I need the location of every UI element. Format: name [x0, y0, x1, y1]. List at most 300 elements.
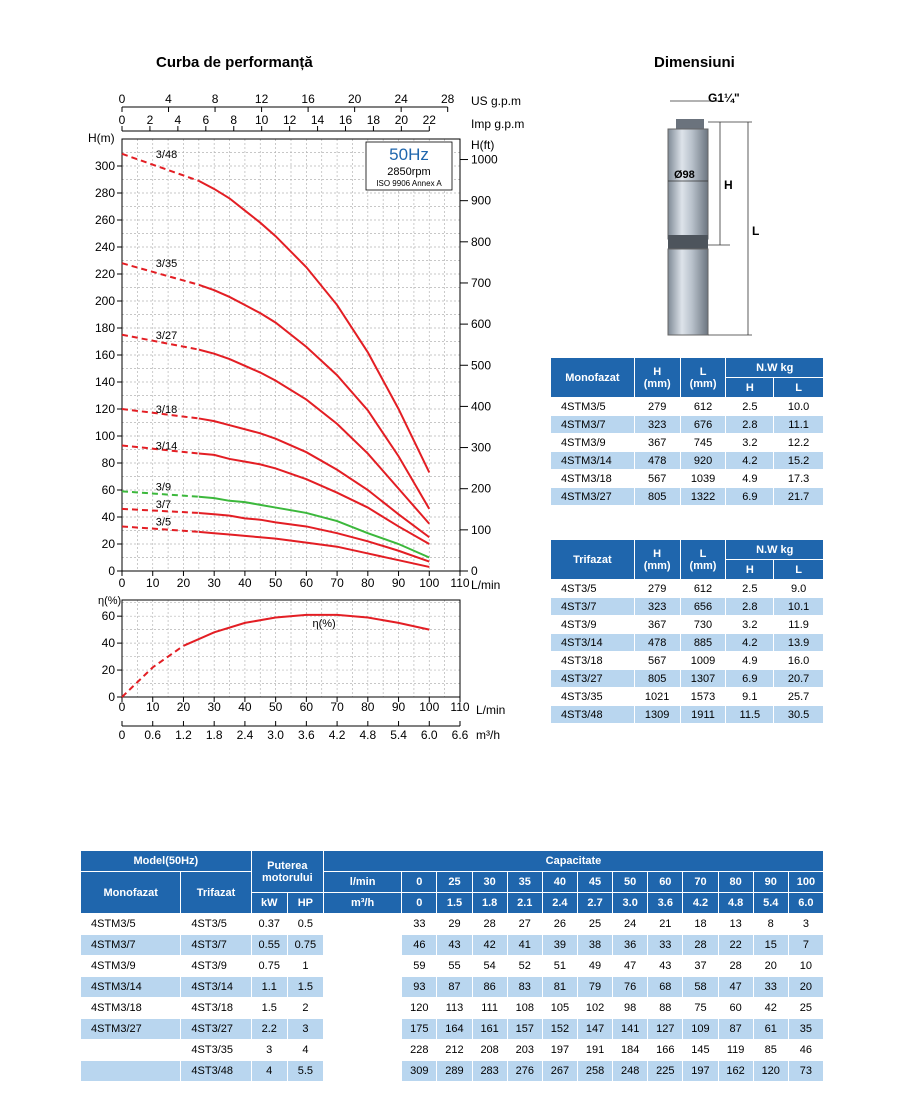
mono-cell-h: 279 [634, 398, 680, 416]
us-gpm-tick-label: 4 [165, 92, 172, 106]
imp-gpm-axis-label: Imp g.p.m [471, 117, 525, 131]
perf-cell-tri-model: 4ST3/35 [181, 1040, 251, 1061]
imp-gpm-tick-label: 22 [422, 113, 436, 127]
tri-column-header: Trifazat [181, 872, 251, 914]
perf-cell-head: 228 [402, 1040, 437, 1061]
perf-cell-head: 42 [753, 998, 788, 1019]
perf-cell-head: 102 [577, 998, 612, 1019]
lmin-header-cell: 90 [753, 872, 788, 893]
series-line-3/27 [199, 350, 429, 524]
power-header: Puterea motorului [251, 851, 323, 893]
perf-cell-mono-model: 4STM3/18 [81, 998, 181, 1019]
perf-cell-kw: 0.75 [251, 956, 287, 977]
x-tick-label: 50 [268, 700, 283, 714]
perf-cell-head: 24 [613, 914, 648, 935]
m3h-header-cell: 4.8 [718, 893, 753, 914]
tri-table-row [551, 580, 824, 598]
perf-cell-head: 26 [542, 914, 577, 935]
perf-cell-head: 42 [472, 935, 507, 956]
tri-table-row [551, 634, 824, 652]
tri-cell-l: 612 [680, 580, 726, 598]
perf-cell-hp: 0.75 [287, 935, 323, 956]
perf-cell-head: 88 [648, 998, 683, 1019]
y-tick-label: 220 [94, 267, 115, 281]
m3h-tick-label: 0.6 [144, 728, 162, 742]
perf-cell-head: 197 [542, 1040, 577, 1061]
lmin-header-cell: 70 [683, 872, 718, 893]
m3h-tick-label: 4.8 [359, 728, 377, 742]
tri-cell-nh: 11.5 [726, 706, 774, 724]
pump-motor [668, 249, 708, 335]
perf-cell-head: 108 [507, 998, 542, 1019]
x-tick-label: 40 [238, 700, 252, 714]
pump-drawing [640, 85, 770, 345]
perf-cell-head: 20 [753, 956, 788, 977]
mono-cell-nh: 4.2 [726, 452, 774, 470]
x-tick-label: 90 [391, 700, 406, 714]
efficiency-chart [98, 595, 505, 742]
perf-cell-kw: 4 [251, 1061, 287, 1082]
x-axis-label: L/min [471, 578, 501, 592]
mono-table-row [551, 470, 824, 488]
perf-cell-head: 25 [577, 914, 612, 935]
pump-body [668, 129, 708, 239]
mono-cell-nl: 10.0 [774, 398, 824, 416]
perf-cell-head: 152 [542, 1019, 577, 1040]
perf-cell-head: 13 [718, 914, 753, 935]
m3h-header-cell: 3.0 [613, 893, 648, 914]
series-label-3/48: 3/48 [155, 148, 178, 161]
perf-cell-head: 68 [648, 977, 683, 998]
tri-cell-model: 4ST3/9 [551, 616, 635, 634]
m3h-tick-label: 3.6 [298, 728, 315, 742]
mono-cell-h: 478 [634, 452, 680, 470]
mono-cell-h: 367 [634, 434, 680, 452]
perf-cell-head: 248 [613, 1061, 648, 1082]
perf-cell-head: 147 [577, 1019, 612, 1040]
tri-cell-nh: 6.9 [726, 670, 774, 688]
y-axis-label: η(%) [98, 595, 122, 607]
perf-cell-head: 36 [613, 935, 648, 956]
tri-cell-nl: 25.7 [774, 688, 824, 706]
perf-cell-head: 20 [788, 977, 823, 998]
perf-cell-hp: 3 [287, 1019, 323, 1040]
tri-table-row [551, 670, 824, 688]
tri-cell-h: 1021 [634, 688, 680, 706]
tri-table-row [551, 598, 824, 616]
m3h-tick-label: 1.8 [205, 728, 223, 742]
tri-cell-h: 279 [634, 580, 680, 598]
tri-cell-h: 1309 [634, 706, 680, 724]
perf-cell-mono-model: 4STM3/7 [81, 935, 181, 956]
m3h-tick-label: 6.0 [420, 728, 438, 742]
mono-cell-model: 4STM3/5 [551, 398, 635, 416]
tri-nw-l-header: L [774, 560, 824, 580]
perf-cell-head: 283 [472, 1061, 507, 1082]
perf-cell-head: 197 [683, 1061, 718, 1082]
perf-cell-head: 157 [507, 1019, 542, 1040]
tri-cell-model: 4ST3/5 [551, 580, 635, 598]
tri-cell-l: 885 [680, 634, 726, 652]
m3h-header-cell: 1.5 [437, 893, 472, 914]
tri-cell-nl: 11.9 [774, 616, 824, 634]
y-tick-label: 140 [94, 375, 115, 389]
m3h-axis-label: m³/h [476, 728, 500, 742]
series-label-3/27: 3/27 [155, 329, 178, 342]
performance-title: Curba de performanță [156, 54, 313, 71]
perf-cell-head: 7 [788, 935, 823, 956]
perf-cell-head: 225 [648, 1061, 683, 1082]
perf-cell-head: 47 [718, 977, 753, 998]
y-tick-label: 280 [94, 186, 115, 200]
mono-cell-l: 1039 [680, 470, 726, 488]
perf-cell-head: 109 [683, 1019, 718, 1040]
perf-cell-head: 105 [542, 998, 577, 1019]
perf-cell-head: 267 [542, 1061, 577, 1082]
x-tick-label: 30 [207, 576, 221, 590]
m3h-tick-label: 5.4 [390, 728, 407, 742]
lmin-header-cell: 25 [437, 872, 472, 893]
perf-cell-head: 49 [577, 956, 612, 977]
tri-cell-l: 1573 [680, 688, 726, 706]
perf-cell-head: 33 [648, 935, 683, 956]
mono-cell-nh: 4.9 [726, 470, 774, 488]
y-tick-label: 60 [101, 483, 115, 497]
perf-cell-hp: 5.5 [287, 1061, 323, 1082]
mono-nw-h-header: H [726, 378, 774, 398]
mono-cell-model: 4STM3/14 [551, 452, 635, 470]
y-tick-label: 260 [94, 213, 115, 227]
capacity-header: Capacitate [323, 851, 823, 872]
tri-cell-h: 367 [634, 616, 680, 634]
model-50hz-header: Model(50Hz) [81, 851, 252, 872]
tri-nw-h-header: H [726, 560, 774, 580]
mono-l-header: L (mm) [680, 358, 726, 398]
imp-gpm-tick-label: 2 [146, 113, 154, 127]
perf-cell-spacer [323, 956, 401, 977]
mono-cell-h: 567 [634, 470, 680, 488]
y-right-tick-label: 200 [471, 481, 492, 496]
tri-table-row [551, 652, 824, 670]
x-tick-label: 40 [238, 576, 252, 590]
perf-cell-head: 33 [753, 977, 788, 998]
series-line-3/35 [199, 285, 429, 509]
perf-cell-head: 25 [788, 998, 823, 1019]
perf-cell-head: 28 [683, 935, 718, 956]
mono-cell-nh: 2.5 [726, 398, 774, 416]
perf-cell-head: 98 [613, 998, 648, 1019]
perf-cell-head: 37 [683, 956, 718, 977]
us-gpm-tick-label: 28 [441, 92, 455, 106]
mono-cell-nl: 12.2 [774, 434, 824, 452]
series-label-3/9: 3/9 [155, 481, 172, 494]
tri-cell-h: 323 [634, 598, 680, 616]
y-right-tick-label: 1000 [471, 152, 498, 167]
perf-cell-hp: 4 [287, 1040, 323, 1061]
imp-gpm-tick-label: 4 [174, 113, 182, 127]
perf-cell-head: 22 [718, 935, 753, 956]
y-right-tick-label: 300 [471, 440, 492, 455]
tri-cell-nh: 4.2 [726, 634, 774, 652]
tri-cell-nh: 4.9 [726, 652, 774, 670]
us-gpm-axis-label: US g.p.m [471, 94, 522, 108]
x-tick-label: 0 [118, 576, 126, 590]
perf-cell-head: 113 [437, 998, 472, 1019]
perf-cell-head: 15 [753, 935, 788, 956]
m3h-header-cell: 4.2 [683, 893, 718, 914]
perf-cell-tri-model: 4ST3/18 [181, 998, 251, 1019]
perf-cell-hp: 1.5 [287, 977, 323, 998]
mono-table-row [551, 434, 824, 452]
perf-cell-head: 21 [648, 914, 683, 935]
mono-cell-nh: 2.8 [726, 416, 774, 434]
lmin-header-cell: 45 [577, 872, 612, 893]
perf-cell-kw: 3 [251, 1040, 287, 1061]
tri-cell-nl: 9.0 [774, 580, 824, 598]
perf-cell-head: 75 [683, 998, 718, 1019]
y-right-tick-label: 800 [471, 234, 492, 249]
m3h-tick-label: 3.0 [267, 728, 284, 742]
l-dimension-label: L [752, 224, 760, 238]
x-tick-label: 50 [268, 576, 283, 590]
imp-gpm-tick-label: 6 [202, 113, 210, 127]
tri-cell-nh: 2.5 [726, 580, 774, 598]
m3h-header-cell: 3.6 [648, 893, 683, 914]
perf-cell-head: 46 [788, 1040, 823, 1061]
tri-l-header: L (mm) [680, 540, 726, 580]
tri-model-header: Trifazat [551, 540, 635, 580]
perf-cell-head: 162 [718, 1061, 753, 1082]
x-tick-label: 0 [118, 700, 126, 714]
m3h-header-cell: 1.8 [472, 893, 507, 914]
mono-cell-nl: 11.1 [774, 416, 824, 434]
us-gpm-tick-label: 12 [254, 92, 269, 106]
perf-table-row [81, 914, 824, 935]
mono-cell-l: 1322 [680, 488, 726, 506]
diameter-label: Ø98 [674, 169, 695, 181]
perf-cell-head: 28 [718, 956, 753, 977]
us-gpm-tick-label: 24 [394, 92, 408, 106]
x-tick-label: 100 [419, 700, 440, 714]
perf-cell-mono-model [81, 1061, 181, 1082]
perf-cell-head: 85 [753, 1040, 788, 1061]
dimensions-title: Dimensiuni [654, 54, 735, 71]
mono-table-row [551, 488, 824, 506]
m3h-header-cell: 2.7 [577, 893, 612, 914]
mono-cell-model: 4STM3/9 [551, 434, 635, 452]
tri-cell-model: 4ST3/14 [551, 634, 635, 652]
us-gpm-tick-label: 0 [118, 92, 126, 106]
x-tick-label: 30 [207, 700, 221, 714]
perf-cell-head: 51 [542, 956, 577, 977]
tri-cell-l: 656 [680, 598, 726, 616]
perf-cell-head: 3 [788, 914, 823, 935]
mono-cell-nl: 15.2 [774, 452, 824, 470]
perf-cell-head: 28 [472, 914, 507, 935]
x-tick-label: 70 [330, 576, 344, 590]
imp-gpm-tick-label: 20 [394, 113, 409, 127]
perf-cell-head: 145 [683, 1040, 718, 1061]
perf-cell-head: 166 [648, 1040, 683, 1061]
tri-cell-nl: 16.0 [774, 652, 824, 670]
perf-cell-mono-model: 4STM3/9 [81, 956, 181, 977]
series-label-3/7: 3/7 [155, 498, 172, 511]
trifazat-dimensions-table [550, 539, 824, 724]
y-tick-label: 160 [94, 348, 115, 362]
series-label-3/14: 3/14 [155, 440, 178, 453]
y-tick-label: 40 [101, 510, 115, 524]
imp-gpm-tick-label: 10 [255, 113, 269, 127]
mono-table-row [551, 416, 824, 434]
mono-cell-nh: 6.9 [726, 488, 774, 506]
perf-cell-spacer [323, 935, 401, 956]
mono-table-row [551, 398, 824, 416]
mono-nw-header: N.W kg [726, 358, 824, 378]
perf-cell-head: 141 [613, 1019, 648, 1040]
perf-cell-head: 47 [613, 956, 648, 977]
mono-cell-model: 4STM3/27 [551, 488, 635, 506]
tri-table-row [551, 616, 824, 634]
tri-cell-nl: 20.7 [774, 670, 824, 688]
perf-table-row [81, 1040, 824, 1061]
perf-cell-head: 52 [507, 956, 542, 977]
tri-cell-h: 805 [634, 670, 680, 688]
tri-cell-nh: 9.1 [726, 688, 774, 706]
y-right-tick-label: 0 [471, 564, 478, 578]
perf-cell-head: 29 [437, 914, 472, 935]
mono-column-header: Monofazat [81, 872, 181, 914]
perf-cell-spacer [323, 977, 401, 998]
m3h-tick-label: 4.2 [328, 728, 346, 742]
perf-cell-head: 83 [507, 977, 542, 998]
perf-cell-head: 120 [402, 998, 437, 1019]
perf-cell-tri-model: 4ST3/9 [181, 956, 251, 977]
perf-cell-kw: 1.1 [251, 977, 287, 998]
perf-cell-head: 119 [718, 1040, 753, 1061]
x-tick-label: 20 [176, 576, 191, 590]
tri-cell-model: 4ST3/7 [551, 598, 635, 616]
tri-cell-l: 1307 [680, 670, 726, 688]
perf-cell-head: 175 [402, 1019, 437, 1040]
x-tick-label: 110 [450, 576, 470, 590]
tri-cell-h: 478 [634, 634, 680, 652]
lmin-header-cell: 60 [648, 872, 683, 893]
y-tick-label: 80 [101, 456, 115, 470]
perf-cell-mono-model: 4STM3/5 [81, 914, 181, 935]
x-axis-label: L/min [476, 703, 506, 717]
m3h-tick-label: 0 [118, 728, 126, 742]
mono-cell-model: 4STM3/18 [551, 470, 635, 488]
perf-cell-head: 27 [507, 914, 542, 935]
perf-cell-head: 60 [718, 998, 753, 1019]
info-frequency: 50Hz [389, 145, 429, 164]
perf-cell-kw: 0.37 [251, 914, 287, 935]
perf-cell-tri-model: 4ST3/14 [181, 977, 251, 998]
y-tick-label: 300 [94, 159, 115, 173]
mono-cell-h: 805 [634, 488, 680, 506]
perf-cell-mono-model: 4STM3/27 [81, 1019, 181, 1040]
perf-cell-head: 33 [402, 914, 437, 935]
y-tick-label: 200 [94, 294, 115, 308]
imp-gpm-tick-label: 8 [230, 113, 238, 127]
perf-cell-head: 289 [437, 1061, 472, 1082]
m3h-row-label: m³/h [323, 893, 401, 914]
h-dimension-label: H [724, 178, 733, 192]
lmin-header-cell: 100 [788, 872, 823, 893]
x-tick-label: 20 [176, 700, 191, 714]
y-tick-label: 100 [94, 429, 115, 443]
info-standard: ISO 9906 Annex A [376, 179, 442, 188]
y-tick-label: 40 [101, 636, 115, 651]
y-tick-label: 240 [94, 240, 115, 254]
m3h-header-cell: 2.4 [542, 893, 577, 914]
imp-gpm-tick-label: 0 [118, 113, 126, 127]
perf-cell-hp: 0.5 [287, 914, 323, 935]
mono-cell-l: 745 [680, 434, 726, 452]
mono-cell-nl: 21.7 [774, 488, 824, 506]
mono-cell-nl: 17.3 [774, 470, 824, 488]
pump-intake [668, 235, 708, 249]
y-tick-label: 20 [101, 663, 115, 678]
us-gpm-tick-label: 20 [347, 92, 362, 106]
perf-cell-spacer [323, 1040, 401, 1061]
imp-gpm-tick-label: 16 [338, 113, 353, 127]
series-label-3/18: 3/18 [155, 404, 178, 416]
perf-cell-head: 164 [437, 1019, 472, 1040]
perf-cell-head: 18 [683, 914, 718, 935]
perf-cell-head: 161 [472, 1019, 507, 1040]
tri-h-header: H (mm) [634, 540, 680, 580]
x-tick-label: 10 [146, 576, 160, 590]
perf-table-row [81, 1019, 824, 1040]
efficiency-label: η(%) [312, 617, 336, 630]
perf-table-row [81, 998, 824, 1019]
perf-cell-head: 86 [472, 977, 507, 998]
tri-cell-nh: 2.8 [726, 598, 774, 616]
us-gpm-tick-label: 8 [211, 92, 219, 106]
tri-cell-nh: 3.2 [726, 616, 774, 634]
y-tick-label: 180 [94, 321, 115, 335]
mono-cell-l: 612 [680, 398, 726, 416]
series-label-3/35: 3/35 [155, 258, 178, 271]
tri-cell-model: 4ST3/35 [551, 688, 635, 706]
lmin-header-cell: 35 [507, 872, 542, 893]
perf-cell-head: 93 [402, 977, 437, 998]
perf-cell-head: 8 [753, 914, 788, 935]
info-rpm: 2850rpm [387, 166, 431, 178]
m3h-header-cell: 6.0 [788, 893, 823, 914]
m3h-tick-label: 1.2 [175, 728, 192, 742]
y-right-tick-label: 400 [471, 399, 492, 414]
lmin-header-cell: 0 [402, 872, 437, 893]
perf-cell-head: 38 [577, 935, 612, 956]
m3h-tick-label: 6.6 [451, 728, 469, 742]
y-tick-label: 0 [108, 690, 115, 704]
perf-cell-head: 55 [437, 956, 472, 977]
perf-cell-mono-model [81, 1040, 181, 1061]
x-tick-label: 110 [450, 700, 470, 714]
y-axis-right-label: H(ft) [471, 138, 495, 152]
perf-cell-head: 61 [753, 1019, 788, 1040]
monofazat-dimensions-table [550, 357, 824, 506]
lmin-row-label: l/min [323, 872, 401, 893]
performance-table [80, 850, 824, 1082]
perf-table-row [81, 956, 824, 977]
tri-cell-h: 567 [634, 652, 680, 670]
perf-cell-head: 276 [507, 1061, 542, 1082]
y-tick-label: 120 [94, 402, 115, 416]
imp-gpm-tick-label: 12 [282, 113, 297, 127]
